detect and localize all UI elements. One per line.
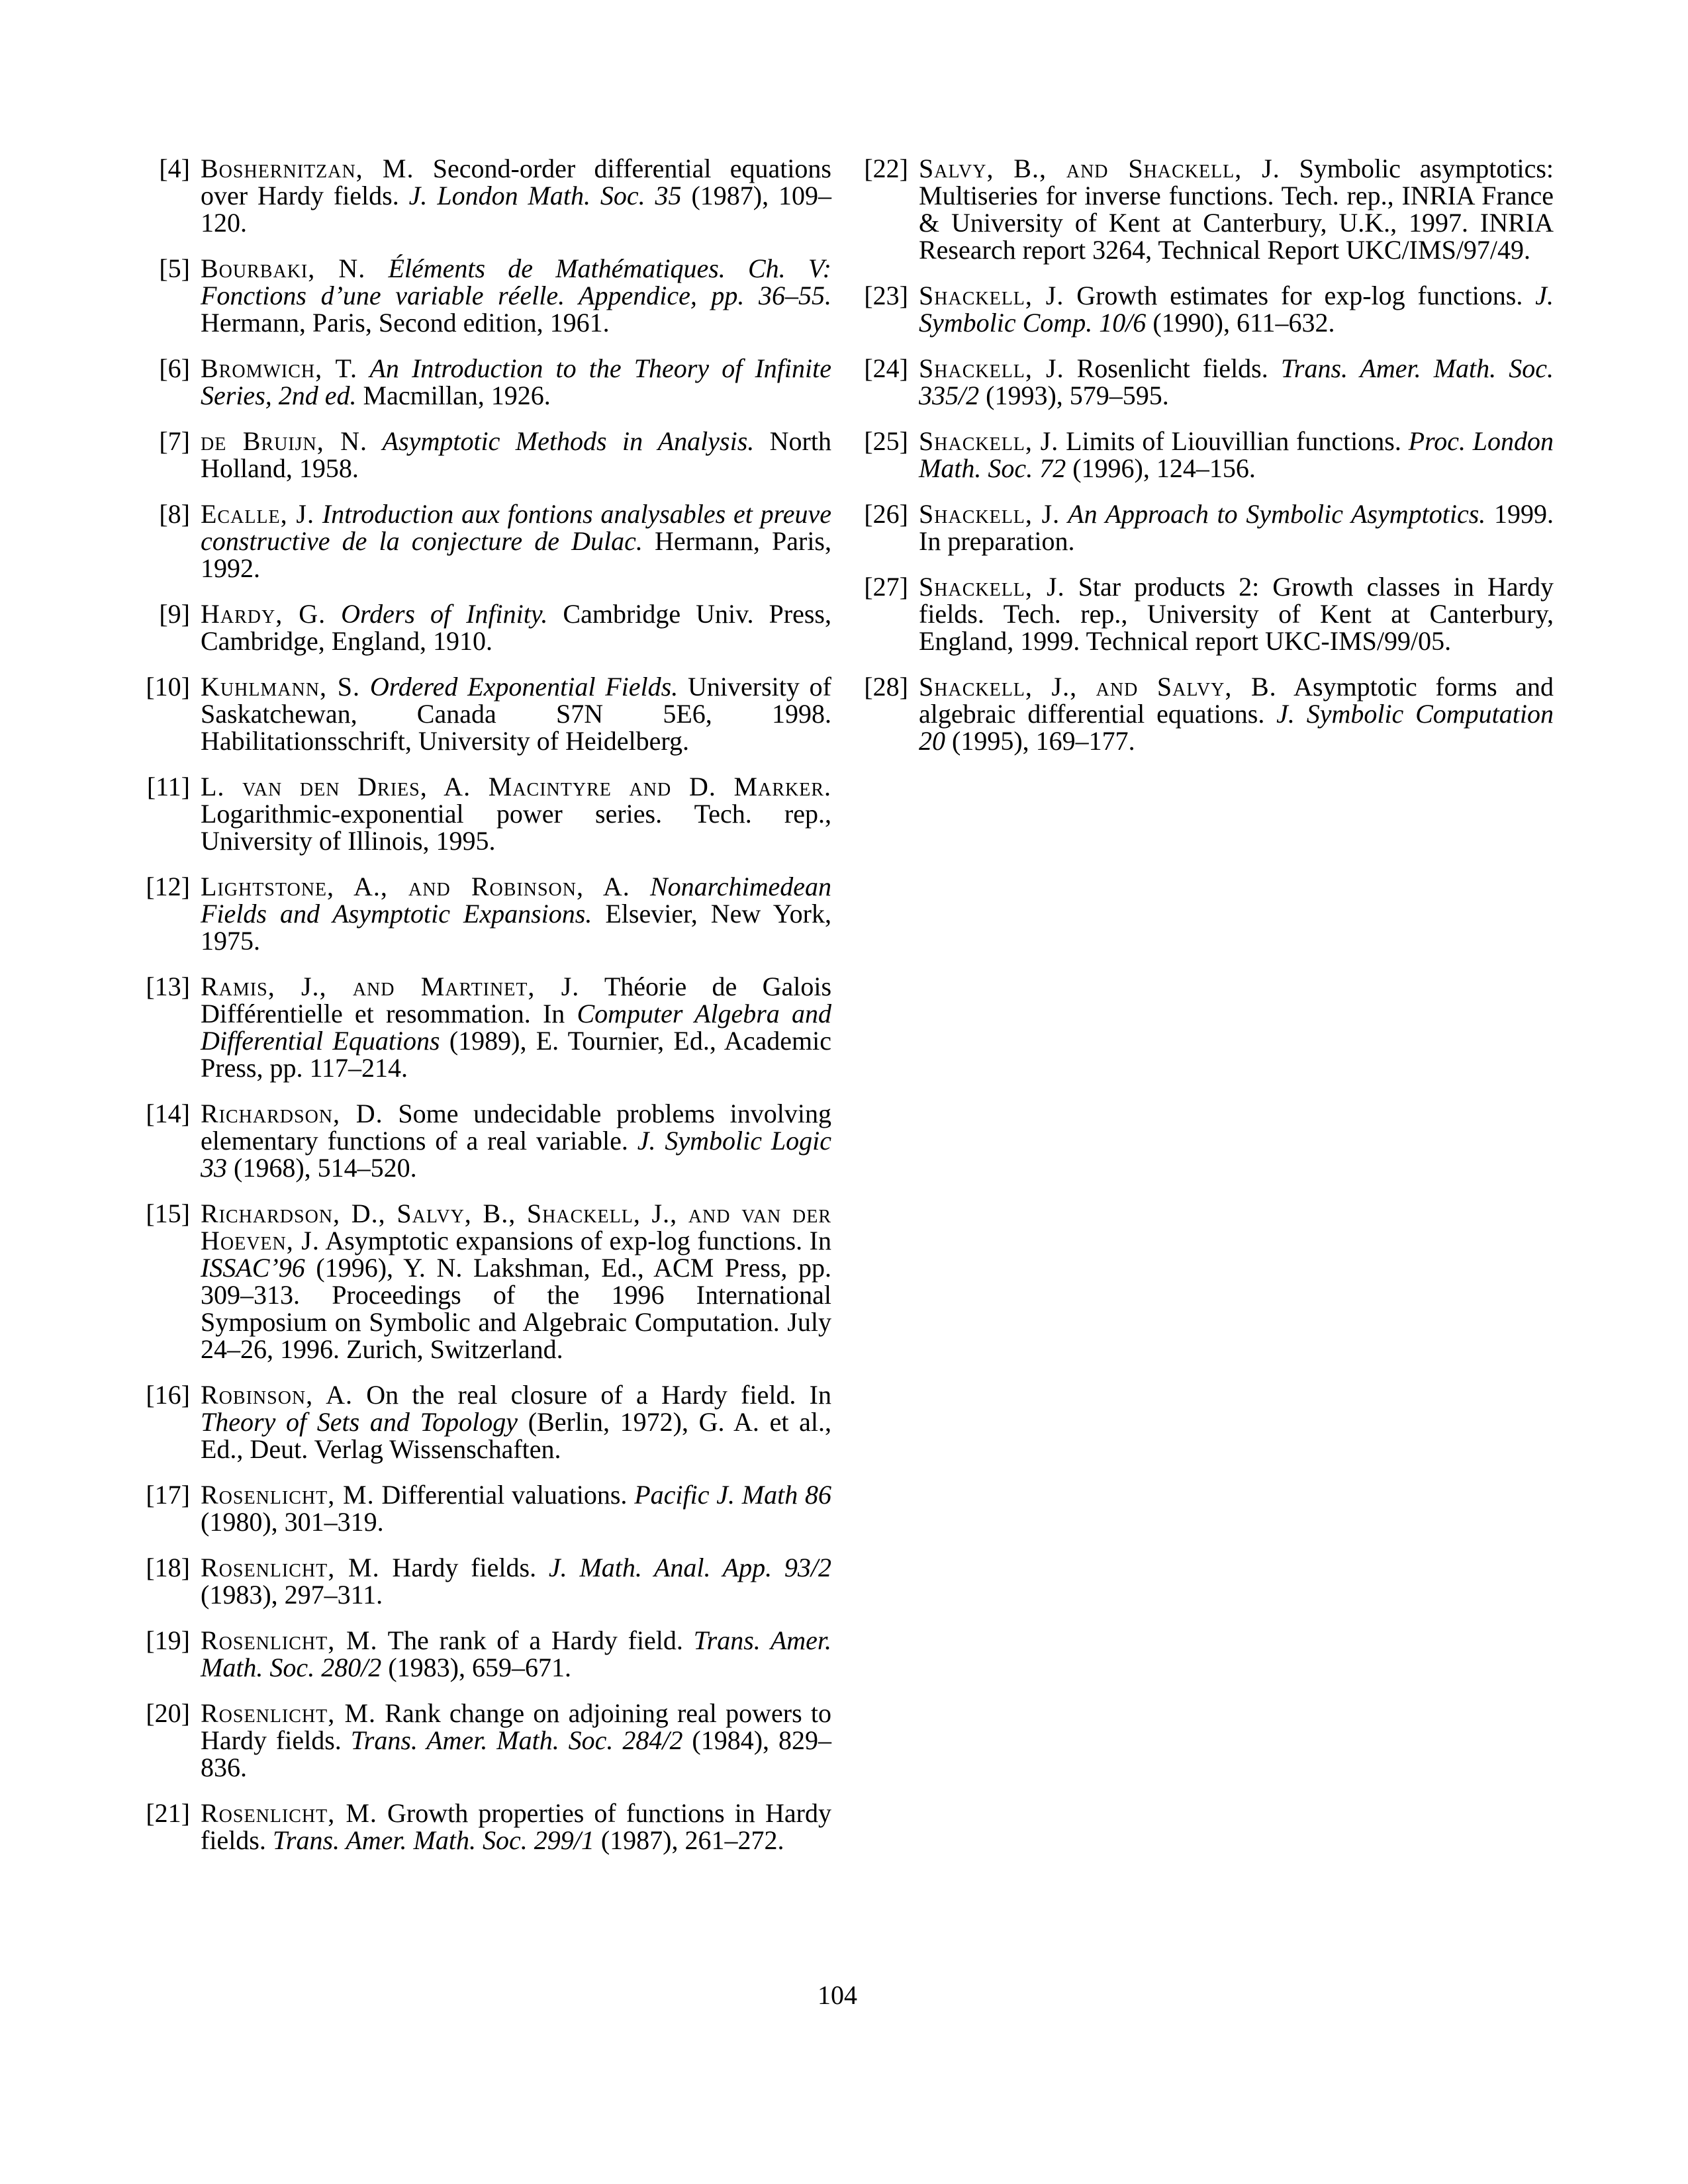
reference-authors: Lightstone, A., and Robinson, A. <box>201 872 630 901</box>
reference-entry <box>142 973 831 1081</box>
reference-label: [10] <box>146 672 190 702</box>
reference-entry <box>861 155 1554 263</box>
reference-label: [4] <box>159 154 190 183</box>
reference-text <box>201 1554 831 1608</box>
reference-detail: On the real closure of a Hardy field. In <box>353 1380 831 1410</box>
reference-authors: de Bruijn, N. <box>201 426 368 456</box>
reference-detail: North Holland, 1958. <box>201 426 831 483</box>
reference-detail: Star products 2: Growth classes in Hardy fields. Tech. rep., University of Kent at Canterbury, England, 1999. Technical report UKC-IMS/99/05. <box>919 572 1554 656</box>
reference-text <box>201 1627 831 1681</box>
reference-label: [13] <box>146 972 190 1001</box>
reference-detail: Differential valuations. <box>374 1480 635 1510</box>
reference-text <box>919 355 1554 409</box>
reference-venue: Pacific J. Math 86 <box>634 1480 831 1510</box>
reference-detail: Rosenlicht fields. <box>1064 353 1281 383</box>
reference-venue: Theory of Sets and Topology <box>201 1407 518 1437</box>
reference-venue: J. Symbolic Logic 33 <box>201 1126 831 1183</box>
reference-detail: Growth properties of functions in Hardy fields. <box>201 1798 831 1855</box>
reference-venue: Orders of Infinity. <box>326 599 548 629</box>
reference-detail: Elsevier, New York, 1975. <box>201 899 831 956</box>
reference-label: [20] <box>146 1698 190 1728</box>
reference-entry <box>861 428 1554 482</box>
reference-authors: Rosenlicht, M. <box>201 1625 378 1655</box>
reference-label: [14] <box>146 1099 190 1128</box>
reference-detail: Rank change on adjoining real powers to Hardy fields. <box>201 1698 832 1755</box>
reference-entry <box>142 1627 831 1681</box>
reference-label: [27] <box>864 572 908 602</box>
reference-authors: Kuhlmann, S. <box>201 672 361 702</box>
reference-label: [21] <box>146 1798 190 1828</box>
reference-detail: (1993), 579–595. <box>979 381 1169 410</box>
reference-detail: Cambridge Univ. Press, Cambridge, England, 1910. <box>201 599 831 656</box>
reference-entry <box>142 255 831 336</box>
reference-entry <box>142 1481 831 1535</box>
reference-detail: (1996), Y. N. Lakshman, Ed., ACM Press, pp. 309–313. Proceedings of the 1996 International Symposium on Symbolic and Algebraic Computation. July 24–26, 1996. Zurich, Switzerland. <box>201 1253 831 1364</box>
reference-text <box>201 1100 831 1181</box>
reference-detail: Logarithmic-exponential power series. Tech. rep., University of Illinois, 1995. <box>201 799 831 856</box>
reference-venue: Trans. Amer. Math. Soc. 299/1 <box>272 1825 594 1855</box>
reference-label: [12] <box>146 872 190 901</box>
reference-authors: Rosenlicht, M. <box>201 1480 375 1510</box>
reference-label: [11] <box>146 772 190 801</box>
reference-entry <box>142 155 831 236</box>
reference-venue: An Approach to Symbolic Asymptotics. <box>1060 499 1486 529</box>
reference-detail: Hardy fields. <box>379 1553 549 1582</box>
reference-text <box>201 1381 831 1463</box>
reference-text <box>201 428 831 482</box>
reference-entry <box>142 500 831 582</box>
reference-detail: Some undecidable problems involving elementary functions of a real variable. <box>201 1099 831 1156</box>
reference-label: [23] <box>864 281 908 310</box>
reference-text <box>919 428 1554 482</box>
reference-detail: Asymptotic expansions of exp-log functions. In <box>319 1226 832 1255</box>
reference-text <box>201 600 831 655</box>
reference-authors: Shackell, J. <box>919 353 1064 383</box>
reference-detail: (1987), 109–120. <box>201 181 832 238</box>
reference-venue: Trans. Amer. Math. Soc. 335/2 <box>919 353 1554 410</box>
reference-authors: Shackell, J. <box>919 572 1065 602</box>
reference-authors: Rosenlicht, M. <box>201 1698 377 1728</box>
reference-venue: Computer Algebra and Differential Equations <box>201 999 831 1056</box>
reference-text <box>201 773 831 854</box>
reference-detail: (1989), E. Tournier, Ed., Academic Press, pp. 117–214. <box>201 1026 831 1083</box>
reference-detail: (1968), 514–520. <box>227 1153 417 1183</box>
reference-venue: J. Symbolic Computation 20 <box>919 699 1554 756</box>
reference-venue: J. Symbolic Comp. 10/6 <box>919 281 1554 338</box>
reference-text <box>201 973 831 1081</box>
reference-detail: Asymptotic forms and algebraic differential equations. <box>919 672 1554 729</box>
reference-entry <box>861 673 1554 754</box>
reference-label: [9] <box>159 599 190 629</box>
reference-entry <box>142 1554 831 1608</box>
reference-entry <box>142 773 831 854</box>
reference-entry <box>861 355 1554 409</box>
reference-label: [8] <box>159 499 190 529</box>
reference-venue: Nonarchimedean Fields and Asymptotic Expansions. <box>201 872 831 929</box>
reference-detail: University of Saskatchewan, Canada S7N 5E6, 1998. Habilitationsschrift, University of Heidelberg. <box>201 672 831 756</box>
reference-authors: Boshernitzan, M. <box>201 154 414 183</box>
reference-detail: (1996), 124–156. <box>1066 453 1256 483</box>
reference-label: [25] <box>864 426 908 456</box>
reference-authors: Shackell, J., and Salvy, B. <box>919 672 1277 702</box>
reference-detail: (1983), 297–311. <box>201 1580 383 1610</box>
reference-authors: Hardy, G. <box>201 599 326 629</box>
reference-authors: Shackell, J. <box>919 426 1059 456</box>
reference-authors: Shackell, J. <box>919 499 1060 529</box>
reference-label: [19] <box>146 1625 190 1655</box>
reference-text <box>201 155 831 236</box>
reference-entry <box>861 282 1554 336</box>
reference-venue: J. Math. Anal. App. 93/2 <box>548 1553 831 1582</box>
reference-detail: Symbolic asymptotics: Multiseries for inverse functions. Tech. rep., INRIA France & University of Kent at Canterbury, U.K., 1997. INRIA Research report 3264, Technical Report UKC/IMS/97/49. <box>919 154 1554 265</box>
reference-text <box>201 1799 831 1854</box>
reference-detail: (1983), 659–671. <box>381 1653 571 1682</box>
reference-entry <box>142 600 831 655</box>
reference-label: [18] <box>146 1553 190 1582</box>
reference-text <box>201 1200 831 1363</box>
reference-detail: (1987), 261–272. <box>594 1825 784 1855</box>
reference-authors: Bourbaki, N. <box>201 253 366 283</box>
reference-text <box>201 1700 831 1781</box>
reference-authors: Rosenlicht, M. <box>201 1553 380 1582</box>
reference-text <box>919 282 1554 336</box>
reference-detail: Théorie de Galois Différentielle et resommation. In <box>201 972 832 1028</box>
reference-text <box>919 155 1554 263</box>
reference-text <box>919 673 1554 754</box>
reference-detail: (Berlin, 1972), G. A. et al., Ed., Deut. Verlag Wissenschaften. <box>201 1407 831 1464</box>
reference-text <box>201 500 831 582</box>
page-number: 104 <box>818 1980 857 2010</box>
reference-label: [26] <box>864 499 908 529</box>
reference-entry <box>142 428 831 482</box>
reference-detail: Macmillan, 1926. <box>356 381 551 410</box>
reference-detail: Growth estimates for exp-log functions. <box>1064 281 1536 310</box>
references-right-column <box>861 155 1554 1872</box>
reference-detail: Second-order differential equations over Hardy fields. <box>201 154 831 210</box>
references-columns <box>142 155 1554 1872</box>
reference-label: [5] <box>159 253 190 283</box>
reference-entry <box>142 1381 831 1463</box>
reference-text <box>201 255 831 336</box>
reference-label: [7] <box>159 426 190 456</box>
reference-label: [17] <box>146 1480 190 1510</box>
reference-entry <box>861 573 1554 655</box>
references-left-column <box>142 155 831 1872</box>
reference-entry <box>142 673 831 754</box>
reference-entry <box>142 873 831 954</box>
reference-authors: Bromwich, T. <box>201 353 357 383</box>
reference-text <box>919 573 1554 655</box>
reference-text <box>919 500 1554 555</box>
reference-label: [28] <box>864 672 908 702</box>
reference-detail: Hermann, Paris, Second edition, 1961. <box>201 308 610 338</box>
reference-authors: L. van den Dries, A. Macintyre and D. Marker. <box>201 772 831 801</box>
reference-text <box>201 673 831 754</box>
reference-venue: J. London Math. Soc. 35 <box>408 181 682 210</box>
reference-venue: An Introduction to the Theory of Infinite Series, 2nd ed. <box>201 353 831 410</box>
reference-entry <box>142 1100 831 1181</box>
reference-authors: Rosenlicht, M. <box>201 1798 377 1828</box>
reference-label: [6] <box>159 353 190 383</box>
reference-detail: Limits of Liouvillian functions. <box>1058 426 1409 456</box>
reference-entry <box>142 1700 831 1781</box>
reference-venue: Trans. Amer. Math. Soc. 284/2 <box>350 1725 683 1755</box>
reference-label: [16] <box>146 1380 190 1410</box>
reference-detail: Hermann, Paris, 1992. <box>201 526 831 583</box>
reference-entry <box>142 355 831 409</box>
reference-detail: (1984), 829–836. <box>201 1725 831 1782</box>
reference-venue: Trans. Amer. Math. Soc. 280/2 <box>201 1625 832 1682</box>
reference-venue: ISSAC’96 <box>201 1253 305 1283</box>
reference-detail: (1995), 169–177. <box>945 726 1135 756</box>
reference-authors: Robinson, A. <box>201 1380 353 1410</box>
reference-label: [15] <box>146 1199 190 1228</box>
reference-venue: Proc. London Math. Soc. 72 <box>919 426 1554 483</box>
reference-detail: (1980), 301–319. <box>201 1507 384 1537</box>
reference-venue: Éléments de Mathématiques. Ch. V: Fonctions d’une variable réelle. Appendice, pp. 36–55. <box>201 253 831 310</box>
reference-authors: Richardson, D., Salvy, B., Shackell, J., and van der Hoeven, J. <box>201 1199 831 1255</box>
reference-detail: (1990), 611–632. <box>1146 308 1335 338</box>
reference-authors: Ramis, J., and Martinet, J. <box>201 972 580 1001</box>
reference-text <box>201 355 831 409</box>
reference-entry <box>142 1799 831 1854</box>
reference-detail: 1999. In preparation. <box>919 499 1554 556</box>
reference-text <box>201 873 831 954</box>
reference-venue: Asymptotic Methods in Analysis. <box>367 426 755 456</box>
reference-entry <box>142 1200 831 1363</box>
reference-authors: Richardson, D. <box>201 1099 383 1128</box>
reference-label: [24] <box>864 353 908 383</box>
reference-venue: Introduction aux fontions analysables et preuve constructive de la conjecture de Dulac. <box>201 499 831 556</box>
reference-authors: Salvy, B., and Shackell, J. <box>919 154 1280 183</box>
reference-detail: The rank of a Hardy field. <box>377 1625 694 1655</box>
reference-venue: Ordered Exponential Fields. <box>360 672 679 702</box>
reference-authors: Ecalle, J. <box>201 499 314 529</box>
reference-label: [22] <box>864 154 908 183</box>
reference-entry <box>861 500 1554 555</box>
reference-text <box>201 1481 831 1535</box>
reference-authors: Shackell, J. <box>919 281 1064 310</box>
